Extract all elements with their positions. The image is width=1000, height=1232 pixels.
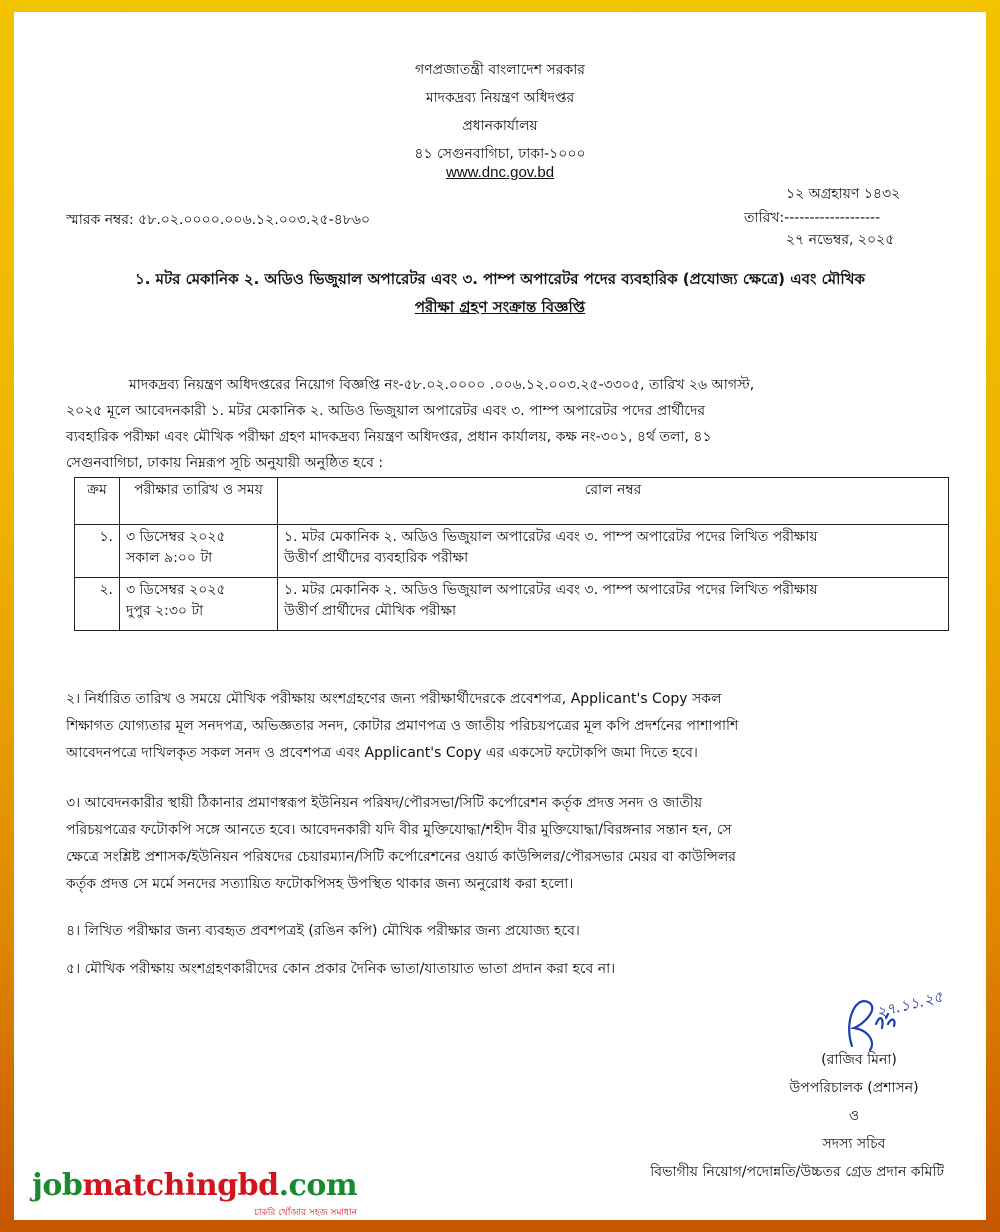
row-datetime: [120, 578, 278, 631]
header-datetime: পরীক্ষার তারিখ ও সময়: [120, 478, 278, 525]
row-date: ৩ ডিসেম্বর ২০২৫: [126, 582, 226, 598]
signatory-conjunction: ও: [848, 1108, 860, 1124]
clause-3-line4: কর্তৃক প্রদত্ত সে মর্মে সনদের সত্যায়িত ফটোকপিসহ উপস্থিত থাকার জন্য অনুরোধ করা হলো।: [66, 876, 574, 892]
intro-line1: মাদকদ্রব্য নিয়ন্ত্রণ অধিদপ্তরের নিয়োগ বিজ্ঞপ্তি নং-৫৮.০২.০০০০ .০০৬.১২.০০৩.২৫-৩৩০৫, তারিখ ২৬ আগস্ট,: [129, 377, 755, 393]
office-address: ৪১ সেগুনবাগিচা, ঢাকা-১০০০: [414, 146, 586, 162]
clause-2-line3: আবেদনপত্রে দাখিলকৃত সকল সনদ ও প্রবেশপত্র এবং Applicant's Copy এর একসেট ফটোকপি জমা দিতে হবে।: [66, 745, 698, 761]
logo-part-matchingbd: matchingbd: [82, 1168, 279, 1203]
row-desc-line1: ১. মটর মেকানিক ২. অডিও ভিজুয়াল অপারেটর এবং ৩. পাম্প অপারেটর পদের লিখিত পরীক্ষায়: [284, 529, 818, 545]
schedule-table: [74, 477, 949, 631]
row-serial: ২.: [75, 578, 120, 631]
intro-line4: সেগুনবাগিচা, ঢাকায় নিম্নরূপ সূচি অনুযায়ী অনুষ্ঠিত হবে :: [66, 455, 384, 471]
handwritten-date: ২৭.১১.২৫: [874, 987, 945, 1022]
govt-name: গণপ্রজাতন্ত্রী বাংলাদেশ সরকার: [415, 62, 585, 78]
row-datetime: [120, 525, 278, 578]
watermark-logo: [32, 1168, 357, 1203]
notice-title-line1: ১. মটর মেকানিক ২. অডিও ভিজুয়াল অপারেটর এবং ৩. পাম্প অপারেটর পদের ব্যবহারিক (প্রযোজ্য ক্ষেত্রে) এবং মৌখিক: [134, 270, 866, 288]
clause-2-line1: ২। নির্ধারিত তারিখ ও সময়ে মৌখিক পরীক্ষায় অংশগ্রহণের জন্য পরীক্ষার্থীদেরকে প্রবেশপত্র, Applicant's Copy সকল: [66, 691, 722, 707]
row-time: দুপুর ২:৩০ টা: [126, 603, 204, 619]
date-bangla: ১২ অগ্রহায়ণ ১৪৩২: [786, 186, 901, 202]
table-row: [75, 525, 949, 578]
signatory-role: সদস্য সচিব: [822, 1136, 886, 1152]
notice-document: [14, 12, 986, 1220]
clause-5: ৫। মৌখিক পরীক্ষায় অংশগ্রহণকারীদের কোন প্রকার দৈনিক ভাতা/যাতায়াত ভাতা প্রদান করা হবে না।: [66, 961, 616, 977]
logo-part-com: .com: [278, 1168, 358, 1203]
clause-4: ৪। লিখিত পরীক্ষার জন্য ব্যবহৃত প্রবশপত্রই (রঙিন কপি) মৌখিক পরীক্ষার জন্য প্রযোজ্য হবে।: [66, 923, 580, 939]
date-english: ২৭ নভেম্বর, ২০২৫: [786, 232, 895, 248]
signatory-name: (রাজিব মিনা): [821, 1052, 897, 1068]
department-name: মাদকদ্রব্য নিয়ন্ত্রণ অধিদপ্তর: [425, 90, 575, 106]
header-roll: রোল নম্বর: [278, 478, 949, 525]
clause-3-line2: পরিচয়পত্রের ফটোকপি সঙ্গে আনতে হবে। আবেদনকারী যদি বীর মুক্তিযোদ্ধা/শহীদ বীর মুক্তিযোদ্ধা/বিরঙ্গনার সন্তান হন, সে: [66, 822, 732, 838]
table-header-row: [75, 478, 949, 525]
row-date: ৩ ডিসেম্বর ২০২৫: [126, 529, 226, 545]
memo-number: স্মারক নম্বর: ৫৮.০২.০০০০.০০৬.১২.০০৩.২৫-৪৮৬০: [66, 212, 371, 228]
notice-title-line2: পরীক্ষা গ্রহণ সংক্রান্ত বিজ্ঞপ্তি: [414, 298, 586, 316]
row-desc-line2: উত্তীর্ণ প্রার্থীদের মৌখিক পরীক্ষা: [284, 603, 457, 619]
date-label: তারিখ:-------------------: [744, 210, 881, 226]
signatory-designation: উপপরিচালক (প্রশাসন): [789, 1080, 919, 1096]
website-link[interactable]: www.dnc.gov.bd: [445, 164, 555, 181]
logo-part-job: job: [32, 1168, 83, 1203]
intro-line2: ২০২৫ মূলে আবেদনকারী ১. মটর মেকানিক ২. অডিও ভিজুয়াল অপারেটর এবং ৩. পাম্প অপারেটর পদের প্রার্থীদের: [66, 403, 706, 419]
row-description: [278, 578, 949, 631]
row-description: [278, 525, 949, 578]
row-desc-line2: উত্তীর্ণ প্রার্থীদের ব্যবহারিক পরীক্ষা: [284, 550, 469, 566]
header-serial: ক্রম: [75, 478, 120, 525]
row-serial: ১.: [75, 525, 120, 578]
watermark-tagline: চাকরি খোঁজার সহজ সমাধান: [254, 1208, 357, 1218]
clause-2-line2: শিক্ষাগত যোগ্যতার মূল সনদপত্র, অভিজ্ঞতার সনদ, কোটার প্রমাণপত্র ও জাতীয় পরিচয়পত্রের মূল কপি প্রদর্শনের পাশাপাশি: [66, 718, 739, 734]
row-desc-line1: ১. মটর মেকানিক ২. অডিও ভিজুয়াল অপারেটর এবং ৩. পাম্প অপারেটর পদের লিখিত পরীক্ষায়: [284, 582, 818, 598]
clause-3-line3: ক্ষেত্রে সংশ্লিষ্ট প্রশাসক/ইউনিয়ন পরিষদের চেয়ারম্যান/সিটি কর্পোরেশনের ওয়ার্ড কাউন্সিলর/পৌরসভার মেয়র বা কাউন্সিলর: [66, 849, 736, 865]
signatory-committee: বিভাগীয় নিয়োগ/পদোন্নতি/উচ্চতর গ্রেড প্রদান কমিটি: [650, 1164, 944, 1180]
office-name: প্রধানকার্যালয়: [462, 118, 538, 134]
clause-3-line1: ৩। আবেদনকারীর স্থায়ী ঠিকানার প্রমাণস্বরূপ ইউনিয়ন পরিষদ/পৌরসভা/সিটি কর্পোরেশন কর্তৃক প্রদত্ত সনদ ও জাতীয়: [66, 795, 703, 811]
intro-line3: ব্যবহারিক পরীক্ষা এবং মৌখিক পরীক্ষা গ্রহণ মাদকদ্রব্য নিয়ন্ত্রণ অধিদপ্তর, প্রধান কার্যালয়, কক্ষ নং-৩০১, ৪র্থ তলা, ৪১: [66, 429, 712, 445]
row-time: সকাল ৯:০০ টা: [126, 550, 213, 566]
table-row: [75, 578, 949, 631]
